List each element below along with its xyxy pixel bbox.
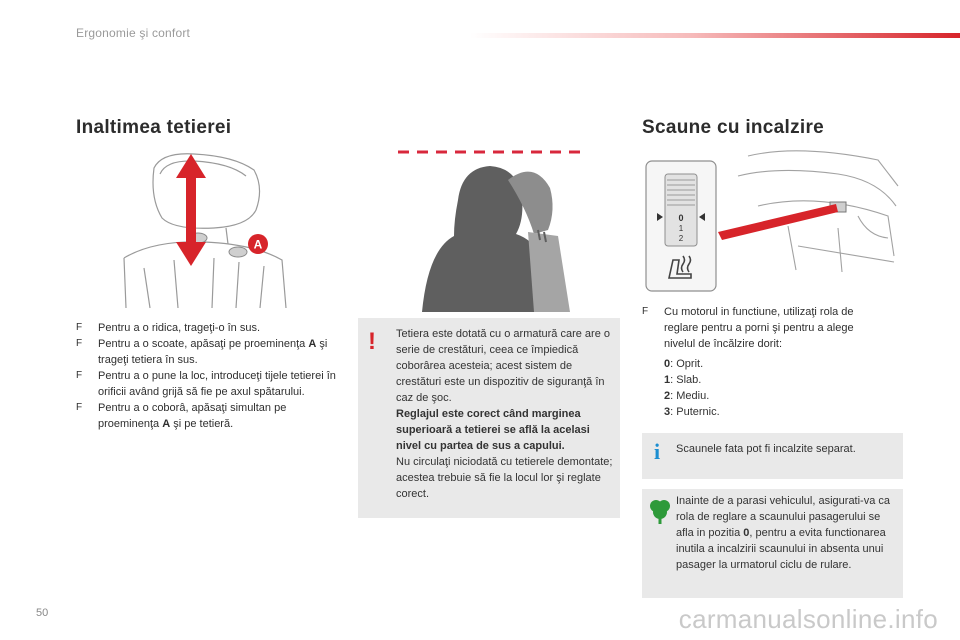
page-number: 50 bbox=[36, 607, 49, 619]
bullet-icon: F bbox=[76, 370, 83, 381]
callout-pointer-icon bbox=[718, 204, 838, 240]
eco-tip-box bbox=[642, 489, 903, 598]
headrest-adjust-illustration bbox=[114, 148, 294, 310]
bullet-icon: F bbox=[76, 402, 83, 413]
info-box bbox=[642, 433, 903, 479]
watermark: carmanualsonline.info bbox=[678, 604, 938, 634]
list-item: F Pentru a o pune la loc, introduceţi tijele tetierei în orificii având grijă să fie pe axul spătarului. bbox=[76, 370, 336, 398]
eco-tip-text: Inainte de a parasi vehiculul, asigurati-va ca rola de reglare a scaunului pasagerului se afla in pozitia 0, pentru a evita functionarea inutila a incalzirii scaunului in absenta unui pasager la urmatorul ciclu de rulare. bbox=[676, 495, 891, 571]
level-item: 1: Slab. bbox=[664, 374, 702, 386]
header-accent-bar bbox=[470, 33, 960, 38]
warning-text: Tetiera este dotată cu o armatură care are o serie de crestături, ceea ce împiedică coborârea acesteia; acest sistem de crestături este un dispozitiv de siguranţă în caz de şoc. Reglajul este corect când marginea superioară a tetierei se află la acelasi nivel cu partea de sus a capului. Nu circulaţi niciodată cu tetierele demontate; acestea trebuie să fie la locul lor şi reglate corect. bbox=[396, 328, 613, 500]
level-item: 2: Mediu. bbox=[664, 390, 710, 402]
seat-heating-location-illustration bbox=[718, 146, 902, 276]
info-text: Scaunele fata pot fi incalzite separat. bbox=[676, 443, 856, 455]
head-position-illustration bbox=[358, 140, 620, 312]
info-icon: i bbox=[654, 439, 661, 464]
list-item: F Cu motorul in functiune, utilizaţi rola de reglare pentru a porni şi pentru a alege nivelul de încălzire dorit: bbox=[642, 306, 854, 350]
heating-instructions bbox=[642, 304, 882, 352]
headrest-instructions bbox=[76, 320, 338, 432]
callout-a-label: A bbox=[253, 237, 263, 252]
bullet-icon: F bbox=[76, 322, 83, 333]
warning-icon: ! bbox=[368, 328, 376, 355]
bullet-icon: F bbox=[76, 338, 83, 349]
warning-box bbox=[358, 318, 620, 518]
list-item: F Pentru a o coborâ, apăsaţi simultan pe proeminenţa A şi pe tetieră. bbox=[76, 402, 287, 430]
headrest-title: Inaltimea tetierei bbox=[76, 117, 232, 138]
heating-levels bbox=[664, 356, 864, 420]
bullet-icon: F bbox=[642, 306, 649, 317]
level-item: 3: Puternic. bbox=[664, 406, 720, 418]
leaf-tree-icon bbox=[648, 497, 672, 525]
up-down-arrow-icon bbox=[176, 154, 206, 266]
dial-label-2: 2 bbox=[678, 234, 684, 243]
list-item: F Pentru a o ridica, trageţi-o în sus. bbox=[76, 322, 261, 334]
section-title: Ergonomie şi confort bbox=[76, 26, 191, 40]
list-item: F Pentru a o scoate, apăsaţi pe proeminenţa A şi trageţi tetiera în sus. bbox=[76, 338, 328, 366]
heating-dial-illustration bbox=[645, 160, 717, 292]
heated-seats-title: Scaune cu incalzire bbox=[642, 117, 825, 138]
dial-label-1: 1 bbox=[678, 224, 684, 233]
dial-label-0: 0 bbox=[678, 213, 684, 223]
level-item: 0: Oprit. bbox=[664, 358, 704, 370]
